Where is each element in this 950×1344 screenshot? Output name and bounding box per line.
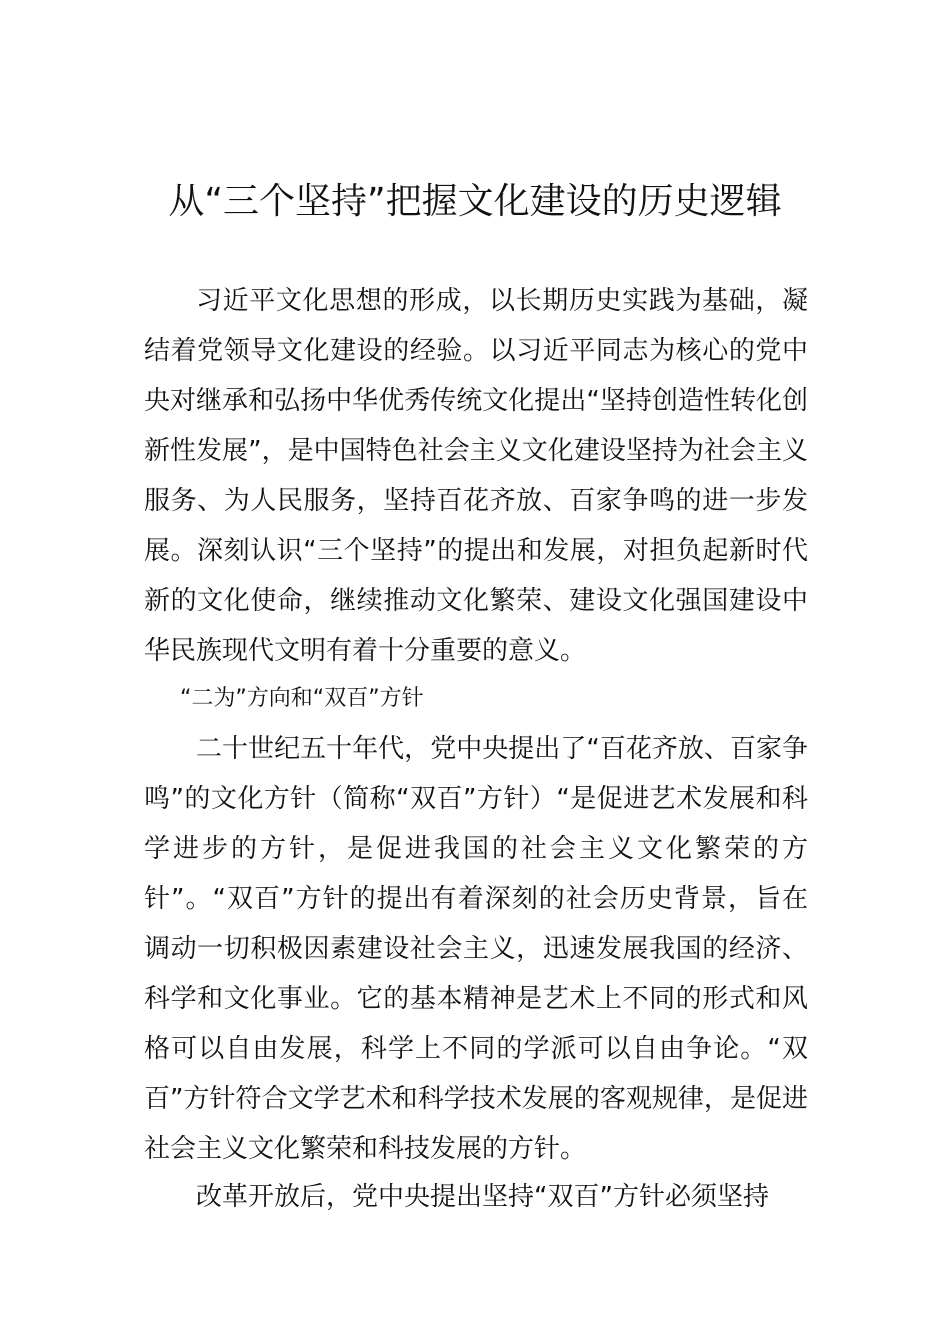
paragraph-shuangbai: 二十世纪五十年代，党中央提出了“百花齐放、百家争鸣”的文化方针（简称“双百”方针）“是促进艺术发展和科学进步的方针，是促进我国的社会主义文化繁荣的方针”。“双百”方针的提出有着深刻的社会历史背景，旨在调动一切积极因素建设社会主义，迅速发展我国的经济、科学和文化事业。它的基本精神是艺术上不同的形式和风格可以自由发展，科学上不同的学派可以自由争论。“双百”方针符合文学艺术和科学技术发展的客观规律，是促进社会主义文化繁荣和科技发展的方针。 [144,734,808,1164]
paragraph-reform: 改革开放后，党中央提出坚持“双百”方针必须坚持 [196,1182,769,1212]
section-heading: “二为”方向和“双百”方针 [180,686,424,711]
document-title: 从“三个坚持”把握文化建设的历史逻辑 [168,181,782,222]
paragraph-intro: 习近平文化思想的形成，以长期历史实践为基础，凝结着党领导文化建设的经验。以习近平同志为核心的党中央对继承和弘扬中华优秀传统文化提出“坚持创造性转化创新性发展”，是中国特色社会主义文化建设坚持为社会主义服务、为人民服务，坚持百花齐放、百家争鸣的进一步发展。深刻认识“三个坚持”的提出和发展，对担负起新时代新的文化使命，继续推动文化繁荣、建设文化强国建设中华民族现代文明有着十分重要的意义。 [144,286,808,666]
